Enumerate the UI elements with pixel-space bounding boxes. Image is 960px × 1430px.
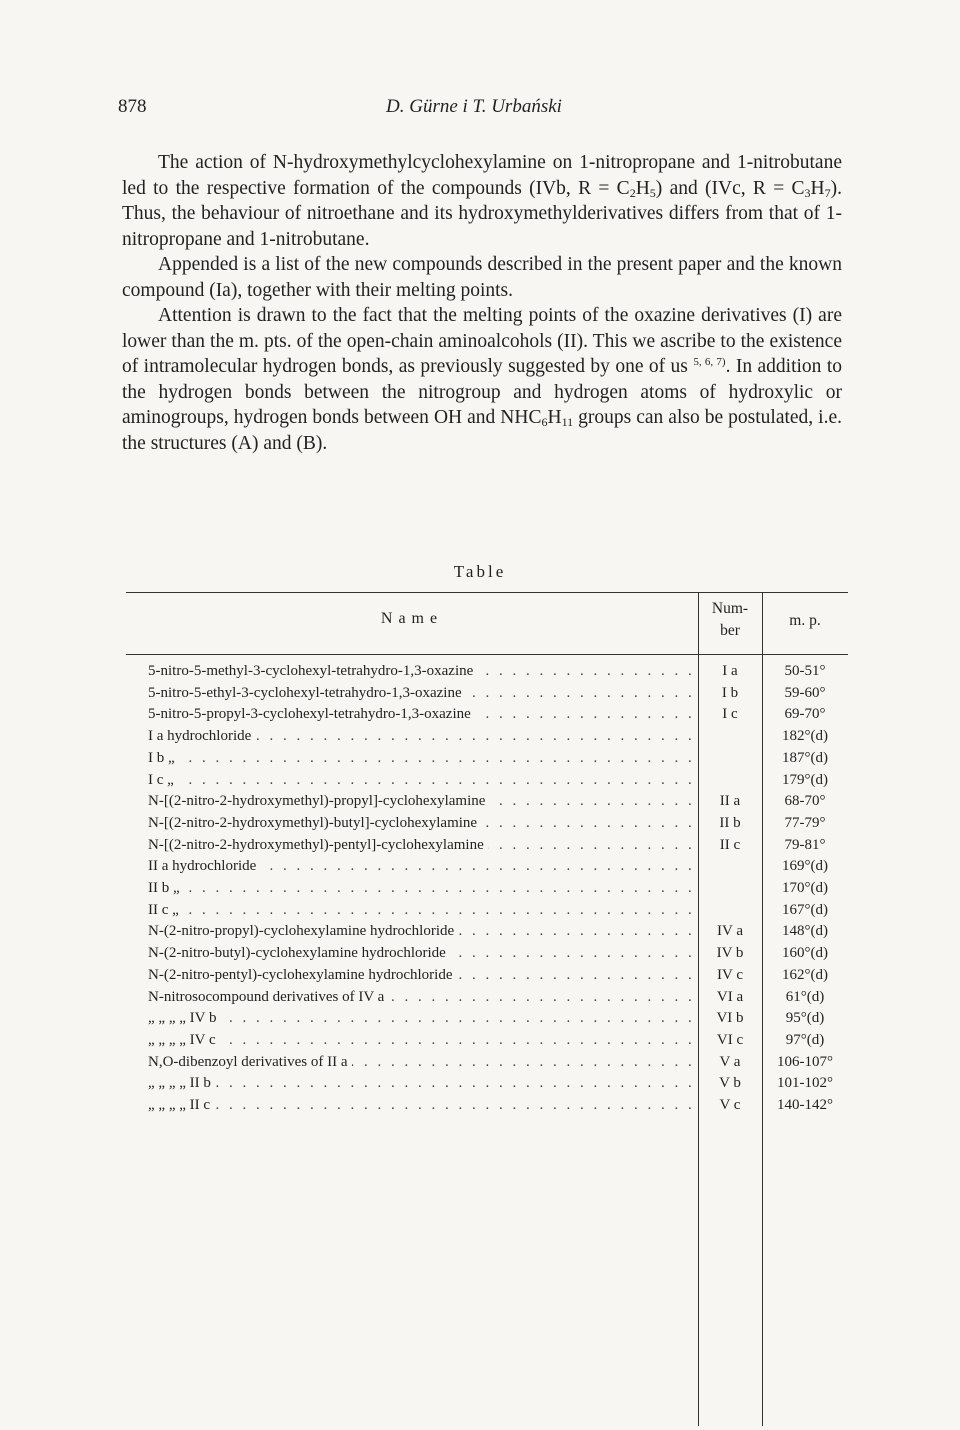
header-number-line2: ber bbox=[720, 622, 740, 639]
row-name-text: II a hydrochloride bbox=[148, 858, 260, 874]
p3-text-2: . In addition to the hydrogen bonds between the nitrogroup and hydrogen atoms of hydroxylic or aminogroups, hydrogen bonds between OH and NHC bbox=[122, 356, 842, 428]
row-number: I b bbox=[721, 684, 739, 701]
row-name bbox=[148, 1029, 696, 1051]
paragraph-1 bbox=[122, 150, 842, 252]
row-name-text: 5-nitro-5-ethyl-3-cyclohexyl-tetrahydro-1,3-oxazine bbox=[148, 685, 466, 701]
p3-citation: 5, 6, 7) bbox=[693, 356, 726, 368]
row-mp: 140-142° bbox=[777, 1097, 833, 1113]
row-name bbox=[148, 769, 696, 791]
row-mp: 182°(d) bbox=[782, 728, 828, 745]
row-mp: 169°(d) bbox=[782, 858, 828, 875]
header-name: Name bbox=[380, 610, 444, 627]
paragraph-2: Appended is a list of the new compounds described in the present paper and the known compound (Ia), together with their melting points. bbox=[122, 254, 842, 301]
p3-text-3: H bbox=[547, 407, 562, 428]
row-name bbox=[148, 964, 696, 986]
row-name bbox=[148, 812, 696, 834]
table-row bbox=[126, 899, 848, 921]
p1-text-4: H bbox=[810, 177, 825, 199]
table-row bbox=[126, 769, 848, 791]
row-mp: 179°(d) bbox=[782, 771, 828, 788]
table-row bbox=[126, 942, 848, 964]
row-name-text: N-[(2-nitro-2-hydroxymethyl)-propyl]-cyclohexylamine bbox=[148, 793, 489, 809]
row-name-text: N-nitrosocompound derivatives of IV a bbox=[148, 989, 388, 1005]
row-number: IV a bbox=[717, 923, 743, 940]
p3-text-4: groups can also be postulated, i.e. the structures (A) and (B). bbox=[122, 407, 843, 454]
row-mp: 77-79° bbox=[784, 814, 826, 831]
running-header bbox=[118, 96, 838, 120]
row-mp: 79-81° bbox=[784, 836, 826, 853]
body-text bbox=[122, 150, 842, 456]
table-row bbox=[126, 747, 848, 769]
p1-text-2: H bbox=[635, 177, 650, 199]
row-mp: 69-70° bbox=[784, 706, 826, 723]
row-name-text: 5-nitro-5-propyl-3-cyclohexyl-tetrahydro-1,3-oxazine bbox=[148, 706, 475, 722]
table-row bbox=[126, 682, 848, 704]
row-name bbox=[148, 790, 696, 812]
row-name bbox=[148, 703, 696, 725]
row-name-text: N-(2-nitro-pentyl)-cyclohexylamine hydrochloride bbox=[148, 967, 456, 983]
row-name-text: I b „ bbox=[148, 750, 179, 766]
row-name-text: N-[(2-nitro-2-hydroxymethyl)-butyl]-cyclohexylamine bbox=[148, 815, 481, 831]
row-number: V a bbox=[719, 1053, 741, 1070]
row-name bbox=[148, 855, 696, 877]
row-name-text: II b „ bbox=[148, 880, 184, 896]
table-row bbox=[126, 1007, 848, 1029]
row-mp: 170°(d) bbox=[782, 880, 828, 896]
table-caption: Table bbox=[453, 562, 507, 581]
table-row bbox=[126, 1072, 848, 1094]
table-row bbox=[126, 1094, 848, 1116]
row-mp: 95°(d) bbox=[785, 1010, 825, 1027]
row-number: IV b bbox=[716, 945, 744, 962]
row-name bbox=[148, 1094, 696, 1116]
running-head-authors: D. Gürne i T. Urbański bbox=[386, 96, 562, 117]
row-name-text: N,O-dibenzoyl derivatives of II a bbox=[148, 1054, 352, 1070]
row-number: II c bbox=[719, 836, 741, 853]
table-row bbox=[126, 1051, 848, 1073]
table-row bbox=[126, 660, 848, 682]
row-name-text: I c „ bbox=[148, 772, 178, 788]
row-name bbox=[148, 725, 696, 747]
row-name bbox=[148, 682, 696, 704]
row-number: IV c bbox=[717, 966, 743, 983]
header-number bbox=[698, 598, 762, 642]
p3-sub-1: 6 bbox=[541, 415, 548, 429]
row-mp: 148°(d) bbox=[782, 923, 828, 940]
row-name bbox=[148, 920, 696, 942]
table-row bbox=[126, 790, 848, 812]
table-row bbox=[126, 964, 848, 986]
row-number: VI b bbox=[716, 1010, 744, 1027]
row-name-text: N-(2-nitro-propyl)-cyclohexylamine hydrochloride bbox=[148, 923, 458, 939]
row-mp: 97°(d) bbox=[785, 1031, 825, 1048]
p3-sub-2: 11 bbox=[561, 415, 574, 429]
header-number-line1: Num- bbox=[711, 600, 749, 617]
row-name bbox=[148, 660, 696, 682]
row-name bbox=[148, 1072, 696, 1094]
p1-sub-4: 7 bbox=[824, 185, 831, 200]
row-name-text: 5-nitro-5-methyl-3-cyclohexyl-tetrahydro-1,3-oxazine bbox=[148, 663, 477, 679]
row-mp: 61°(d) bbox=[785, 988, 825, 1005]
row-mp: 59-60° bbox=[784, 684, 826, 701]
table-row bbox=[126, 812, 848, 834]
row-number: VI c bbox=[716, 1031, 744, 1048]
row-number: II a bbox=[719, 793, 741, 810]
table-row bbox=[126, 703, 848, 725]
row-name-text: I a hydrochloride bbox=[148, 728, 255, 744]
table-row bbox=[126, 986, 848, 1008]
row-mp: 187°(d) bbox=[782, 749, 828, 766]
row-name bbox=[148, 834, 696, 856]
table-row bbox=[126, 855, 848, 877]
table-row bbox=[126, 834, 848, 856]
p1-sub-2: 5 bbox=[649, 185, 656, 200]
row-mp: 160°(d) bbox=[782, 945, 828, 962]
p1-text-5: ). Thus, the behaviour of nitroethane and its hydroxymethylderivatives differs from that of 1-nitropropane and 1-nitrobutane. bbox=[122, 177, 842, 250]
p1-text-1: The action of N-hydroxymethylcyclohexylamine on 1-nitropropane and 1-nitrobutane led to the respective formation of the compounds (IVb, R = C bbox=[122, 152, 842, 199]
row-mp: 101-102° bbox=[777, 1075, 833, 1092]
table-row bbox=[126, 920, 848, 942]
header-mp: m. p. bbox=[789, 612, 821, 629]
row-mp: 106-107° bbox=[777, 1053, 833, 1070]
page-number: 878 bbox=[118, 96, 147, 117]
row-name bbox=[148, 899, 696, 921]
table-row bbox=[126, 1029, 848, 1051]
row-name bbox=[148, 1051, 696, 1073]
row-number: I c bbox=[722, 706, 738, 723]
row-name-text: „ „ „ „ IV b bbox=[148, 1010, 220, 1026]
table-row bbox=[126, 877, 848, 899]
row-name bbox=[148, 747, 696, 769]
row-name-text: „ „ „ „ IV c bbox=[148, 1032, 220, 1048]
table-top-rule bbox=[126, 592, 848, 593]
row-mp: 68-70° bbox=[784, 793, 826, 810]
row-name bbox=[148, 877, 696, 899]
row-name bbox=[148, 1007, 696, 1029]
row-mp: 167°(d) bbox=[782, 901, 828, 918]
row-name-text: N-(2-nitro-butyl)-cyclohexylamine hydrochloride bbox=[148, 945, 450, 961]
p1-sub-1: 2 bbox=[629, 185, 636, 200]
row-name bbox=[148, 942, 696, 964]
row-number: II b bbox=[719, 814, 741, 831]
row-name-text: „ „ „ „ II b bbox=[148, 1075, 215, 1091]
row-number: V c bbox=[719, 1097, 741, 1113]
row-name-text: II c „ bbox=[148, 902, 183, 918]
p1-text-3: ) and (IVc, R = C bbox=[655, 177, 805, 199]
p3-text-1: Attention is drawn to the fact that the melting points of the oxazine derivatives (I) are lower than the m. pts. of the open-chain aminoalcohols (II). This we ascribe to the existence of intramolecular hydrogen bonds, as previously suggested by one of us bbox=[122, 305, 842, 377]
row-mp: 162°(d) bbox=[782, 966, 828, 983]
row-number: VI a bbox=[716, 988, 744, 1005]
row-number: I a bbox=[722, 663, 738, 679]
row-name bbox=[148, 986, 696, 1008]
table-row bbox=[126, 725, 848, 747]
p1-sub-3: 3 bbox=[804, 185, 811, 200]
row-name-text: „ „ „ „ II c bbox=[148, 1097, 214, 1113]
row-mp: 50-51° bbox=[784, 663, 826, 679]
compounds-table bbox=[126, 592, 848, 1430]
table-header-rule bbox=[126, 654, 848, 655]
paragraph-3 bbox=[122, 303, 842, 456]
row-number: V b bbox=[719, 1075, 741, 1092]
row-name-text: N-[(2-nitro-2-hydroxymethyl)-pentyl]-cyclohexylamine bbox=[148, 837, 488, 853]
